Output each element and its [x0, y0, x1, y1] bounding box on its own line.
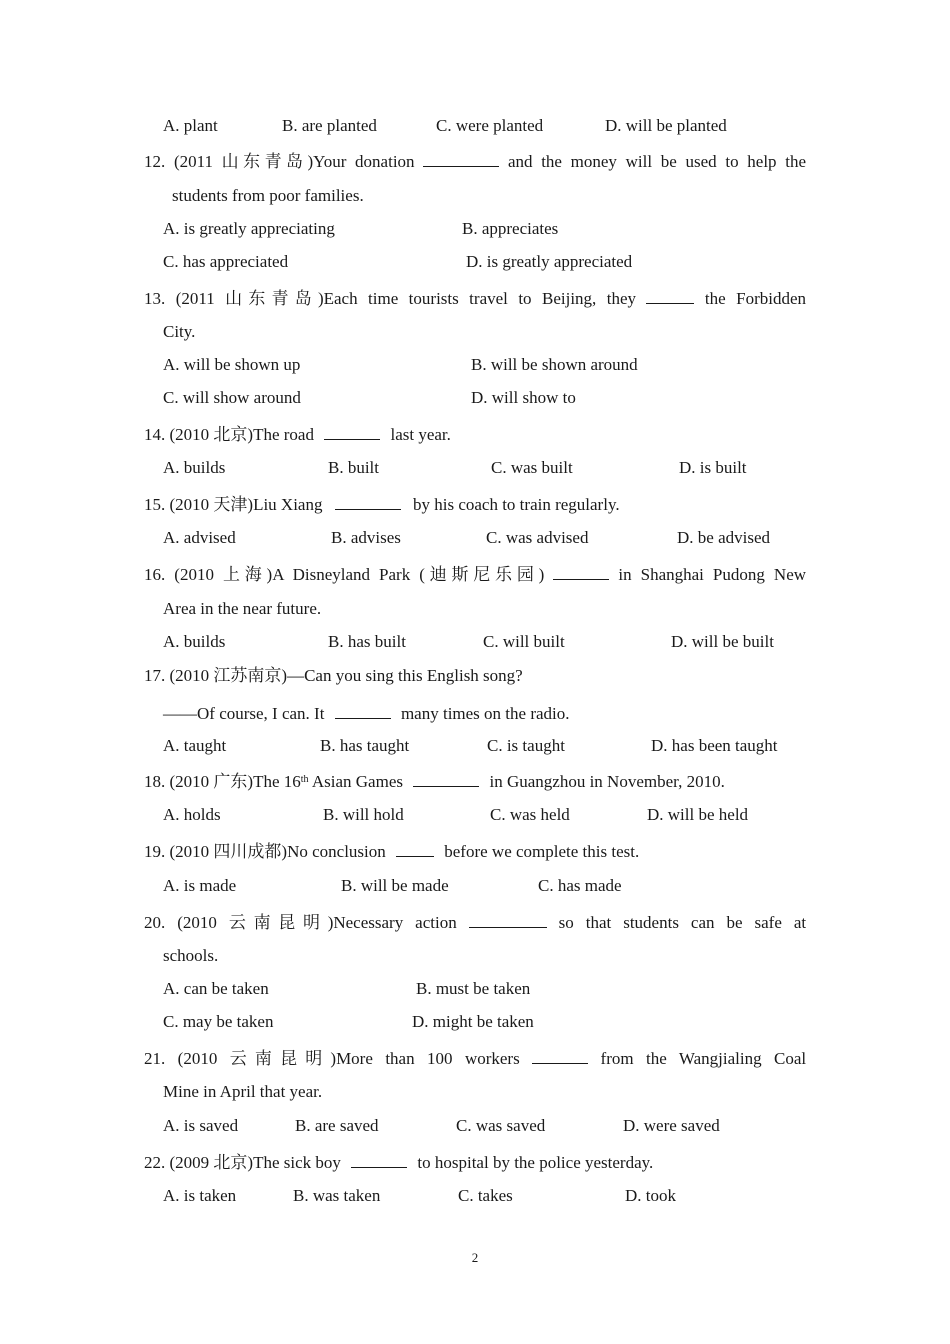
- q16-stem: [144, 563, 806, 585]
- answer-blank[interactable]: [396, 840, 434, 857]
- q14-prefix: 14. (2010 北京)The road: [144, 425, 314, 444]
- q20-word: action: [415, 913, 457, 932]
- q20-word: so: [558, 913, 574, 932]
- q20-continuation: schools.: [163, 946, 219, 965]
- q14-option-c: C. was built: [491, 458, 573, 477]
- q14-stem: [144, 423, 451, 445]
- q17-option-d: D. has been taught: [651, 736, 778, 755]
- q14-suffix: last year.: [390, 425, 451, 444]
- q14-option-b: B. built: [328, 458, 380, 477]
- answer-blank[interactable]: [351, 1151, 407, 1168]
- answer-blank[interactable]: [532, 1047, 588, 1064]
- q21-continuation: Mine in April that year.: [163, 1082, 323, 1101]
- q15-stem: [144, 493, 620, 515]
- q12-prefix: 12. (2011 山东青岛)Your donation: [144, 152, 415, 171]
- q21-word: 100: [427, 1049, 453, 1068]
- q22-prefix: 22. (2009 北京)The sick boy: [144, 1153, 341, 1172]
- q18-prefix: 18. (2010 广东)The 16: [144, 772, 301, 791]
- q21-word: the: [646, 1049, 667, 1068]
- answer-blank[interactable]: [646, 287, 694, 304]
- q21-word: Wangjialing: [678, 1049, 762, 1068]
- q21-word: 云南昆明)More: [229, 1049, 373, 1068]
- q15-suffix: by his coach to train regularly.: [412, 495, 620, 514]
- q12-option-a: A. is greatly appreciating: [163, 219, 335, 238]
- answer-blank[interactable]: [324, 423, 380, 440]
- q21-word: Coal: [774, 1049, 807, 1068]
- q22-option-a: A. is taken: [163, 1186, 237, 1205]
- q21-word: than: [385, 1049, 415, 1068]
- q13-continuation: City.: [163, 322, 196, 341]
- q21-word: workers: [464, 1049, 520, 1068]
- q21-option-c: C. was saved: [456, 1116, 546, 1135]
- q20-option-c: C. may be taken: [163, 1012, 274, 1031]
- q21-option-b: B. are saved: [295, 1116, 379, 1135]
- q20-word: students: [623, 913, 679, 932]
- q20-option-d: D. might be taken: [412, 1012, 534, 1031]
- q18-suffix: in Guangzhou in November, 2010.: [489, 772, 725, 791]
- q20-word: that: [585, 913, 612, 932]
- q20-word: can: [690, 913, 715, 932]
- answer-blank[interactable]: [335, 493, 401, 510]
- q21-word: from: [600, 1049, 634, 1068]
- q12-option-b: B. appreciates: [462, 219, 559, 238]
- q15-prefix: 15. (2010 天津)Liu Xiang: [144, 495, 323, 514]
- q11-option-a: A. plant: [163, 116, 218, 135]
- q18-ordinal-suffix: th: [300, 774, 309, 785]
- q11-option-b: B. are planted: [282, 116, 377, 135]
- q21-word: (2010: [177, 1049, 218, 1068]
- q19-suffix: before we complete this test.: [444, 842, 640, 861]
- q13-option-a: A. will be shown up: [163, 355, 301, 374]
- q12-option-d: D. is greatly appreciated: [466, 252, 633, 271]
- q20-option-a: A. can be taken: [163, 979, 269, 998]
- q17-option-a: A. taught: [163, 736, 227, 755]
- q16-option-c: C. will built: [483, 632, 565, 651]
- q17-option-b: B. has taught: [320, 736, 410, 755]
- q16-suffix: in Shanghai Pudong New: [618, 565, 807, 584]
- q22-option-d: D. took: [625, 1186, 676, 1205]
- q20-word: safe: [754, 913, 782, 932]
- answer-blank[interactable]: [553, 563, 609, 580]
- answer-blank[interactable]: [335, 702, 391, 719]
- q19-prefix: 19. (2010 四川成都)No conclusion: [144, 842, 386, 861]
- q20-word: be: [726, 913, 743, 932]
- q21-option-a: A. is saved: [163, 1116, 239, 1135]
- q18-option-b: B. will hold: [323, 805, 404, 824]
- q15-option-b: B. advises: [331, 528, 401, 547]
- q18-prefix2: Asian Games: [311, 772, 403, 791]
- q21-stem: [144, 1047, 806, 1069]
- q17-option-c: C. is taught: [487, 736, 565, 755]
- q22-option-b: B. was taken: [293, 1186, 381, 1205]
- q14-option-a: A. builds: [163, 458, 226, 477]
- q21-word: 21.: [144, 1049, 166, 1068]
- q15-option-c: C. was advised: [486, 528, 589, 547]
- q12-stem: [144, 150, 806, 172]
- q20-option-b: B. must be taken: [416, 979, 531, 998]
- q19-option-b: B. will be made: [341, 876, 449, 895]
- q17-reply-suffix: many times on the radio.: [400, 704, 570, 723]
- q17-stem: 17. (2010 江苏南京)—Can you sing this English song?: [144, 666, 523, 685]
- q11-option-d: D. will be planted: [605, 116, 727, 135]
- page-number: 2: [471, 1250, 479, 1265]
- q16-prefix: 16. (2010 上海)A Disneyland Park (迪斯尼乐园): [144, 565, 545, 584]
- q20-word: 20.: [144, 913, 166, 932]
- answer-blank[interactable]: [423, 150, 499, 167]
- q22-suffix: to hospital by the police yesterday.: [417, 1153, 654, 1172]
- q19-stem: [144, 840, 639, 862]
- q20-word: 云南昆明)Necessary: [228, 913, 404, 932]
- q13-prefix: 13. (2011 山东青岛)Each time tourists travel to Beijing, they: [144, 289, 637, 308]
- q18-stem: [144, 770, 725, 792]
- q12-suffix: and the money will be used to help the: [507, 152, 807, 171]
- q18-option-a: A. holds: [163, 805, 221, 824]
- q15-option-d: D. be advised: [677, 528, 771, 547]
- q18-option-d: D. will be held: [647, 805, 749, 824]
- q19-option-a: A. is made: [163, 876, 237, 895]
- q16-option-b: B. has built: [328, 632, 406, 651]
- q12-option-c: C. has appreciated: [163, 252, 289, 271]
- q20-word: at: [793, 913, 807, 932]
- q12-continuation: students from poor families.: [172, 186, 364, 205]
- q15-option-a: A. advised: [163, 528, 236, 547]
- q17-reply: [163, 702, 570, 724]
- q22-stem: [144, 1151, 653, 1173]
- q21-option-d: D. were saved: [623, 1116, 720, 1135]
- q17-reply-prefix: ——Of course, I can. It: [163, 704, 325, 723]
- answer-blank[interactable]: [469, 911, 547, 928]
- q16-continuation: Area in the near future.: [163, 599, 322, 618]
- q20-word: (2010: [177, 913, 217, 932]
- q13-suffix: the Forbidden: [704, 289, 807, 308]
- q16-option-d: D. will be built: [671, 632, 774, 651]
- q13-stem: [144, 287, 806, 309]
- q22-option-c: C. takes: [458, 1186, 513, 1205]
- q11-option-c: C. were planted: [436, 116, 544, 135]
- q14-option-d: D. is built: [679, 458, 747, 477]
- q13-option-d: D. will show to: [471, 388, 576, 407]
- answer-blank[interactable]: [413, 770, 479, 787]
- q16-option-a: A. builds: [163, 632, 226, 651]
- q19-option-c: C. has made: [538, 876, 622, 895]
- q18-option-c: C. was held: [490, 805, 570, 824]
- q13-option-c: C. will show around: [163, 388, 301, 407]
- q13-option-b: B. will be shown around: [471, 355, 638, 374]
- q20-stem: [144, 911, 806, 933]
